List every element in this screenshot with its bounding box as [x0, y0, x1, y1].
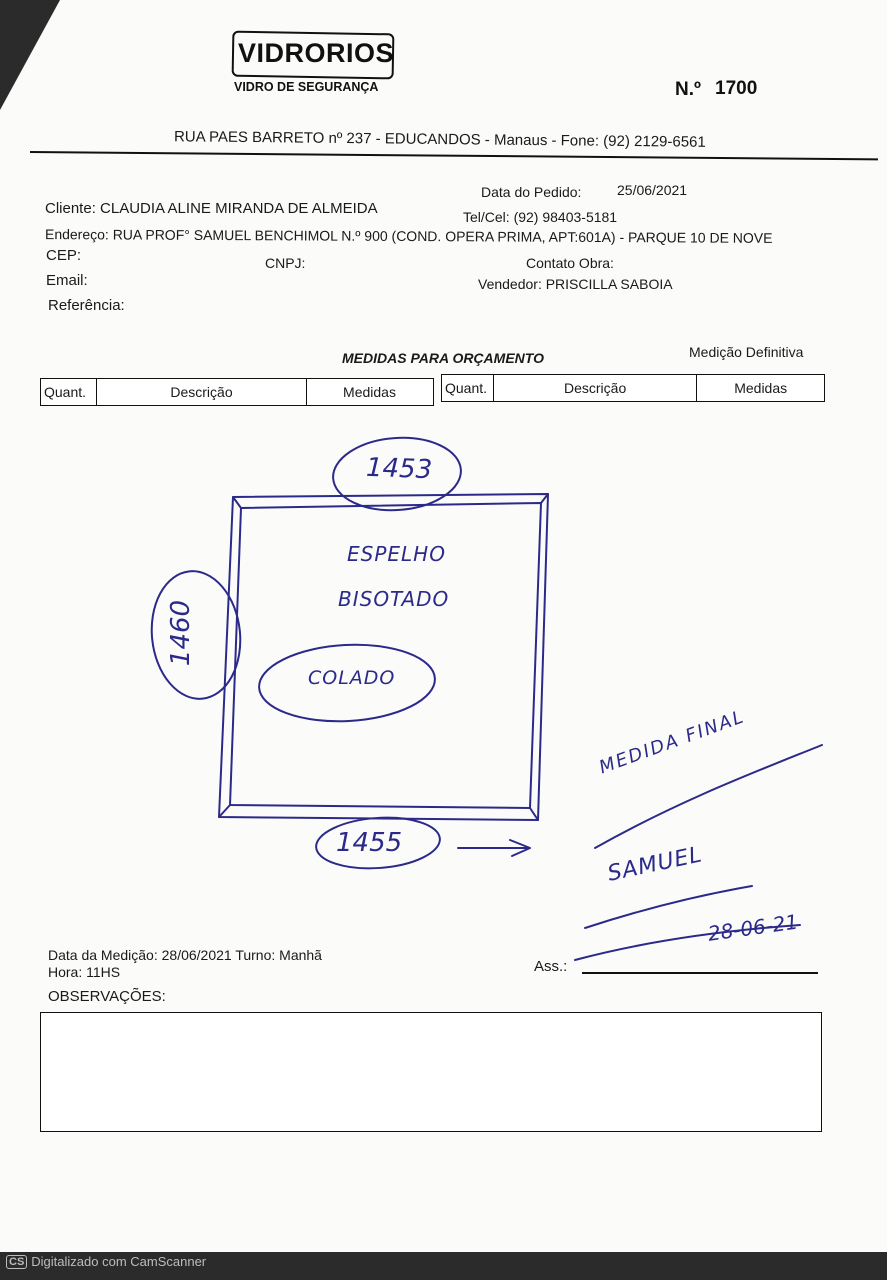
- left-measure: 1460: [166, 599, 197, 667]
- signature-line: [582, 972, 818, 974]
- col-measures: Medidas: [734, 380, 788, 396]
- company-tagline: VIDRO DE SEGURANÇA: [234, 80, 379, 94]
- seller: Vendedor: PRISCILLA SABOIA: [478, 276, 673, 292]
- col-measures: Medidas: [343, 384, 396, 400]
- mirror-note-line3: COLADO: [308, 667, 396, 689]
- company-logo: VIDRORIOS: [238, 38, 395, 68]
- col-quantity: Quant.: [442, 375, 494, 401]
- observations-label: OBSERVAÇÕES:: [48, 988, 166, 1005]
- order-date-label: Data do Pedido:: [481, 184, 582, 200]
- observations-box: [40, 1012, 822, 1132]
- order-number-label: N.º: [675, 79, 701, 100]
- measurement-hour: Hora: 11HS: [48, 964, 121, 980]
- final-measure-note: MEDIDA FINAL: [596, 706, 748, 779]
- order-number: 1700: [715, 78, 758, 99]
- client-name: Cliente: CLAUDIA ALINE MIRANDA DE ALMEIDA: [45, 200, 378, 217]
- mirror-note-line2: BISOTADO: [338, 587, 450, 611]
- measurement-type: Medição Definitiva: [689, 344, 804, 360]
- client-address: Endereço: RUA PROF° SAMUEL BENCHIMOL N.º 900 (COND. OPERA PRIMA, APT:601A) - PARQUE 10 DE NOVE: [44, 226, 773, 246]
- cnpj-label: CNPJ:: [265, 255, 306, 271]
- measures-title: MEDIDAS PARA ORÇAMENTO: [342, 350, 544, 366]
- scanner-watermark: [6, 1254, 206, 1269]
- contact-label: Contato Obra:: [526, 255, 614, 271]
- cep-label: CEP:: [46, 247, 82, 264]
- camscanner-icon: CS: [6, 1255, 27, 1269]
- order-date: 25/06/2021: [617, 182, 688, 198]
- signature-label: Ass.:: [534, 958, 568, 975]
- col-quantity: Quant.: [41, 379, 97, 405]
- company-address: RUA PAES BARRETO nº 237 - EDUCANDOS - Manaus - Fone: (92) 2129-6561: [173, 128, 706, 151]
- client-phone: Tel/Cel: (92) 98403-5181: [463, 209, 618, 225]
- arrow-icon: [458, 840, 530, 856]
- reference-label: Referência:: [48, 297, 125, 314]
- bottom-measure: 1455: [336, 828, 403, 858]
- top-measure: 1453: [365, 452, 433, 486]
- scanner-text: Digitalizado com CamScanner: [31, 1254, 207, 1269]
- handwritten-date: 28-06-21: [706, 909, 800, 946]
- measurement-date: Data da Medição: 28/06/2021 Turno: Manhã: [48, 947, 322, 963]
- email-label: Email:: [46, 272, 88, 289]
- measurer-name: SAMUEL: [605, 842, 705, 887]
- mirror-note-line1: ESPELHO: [347, 542, 446, 566]
- col-description: Descrição: [494, 375, 697, 401]
- col-description: Descrição: [97, 379, 307, 405]
